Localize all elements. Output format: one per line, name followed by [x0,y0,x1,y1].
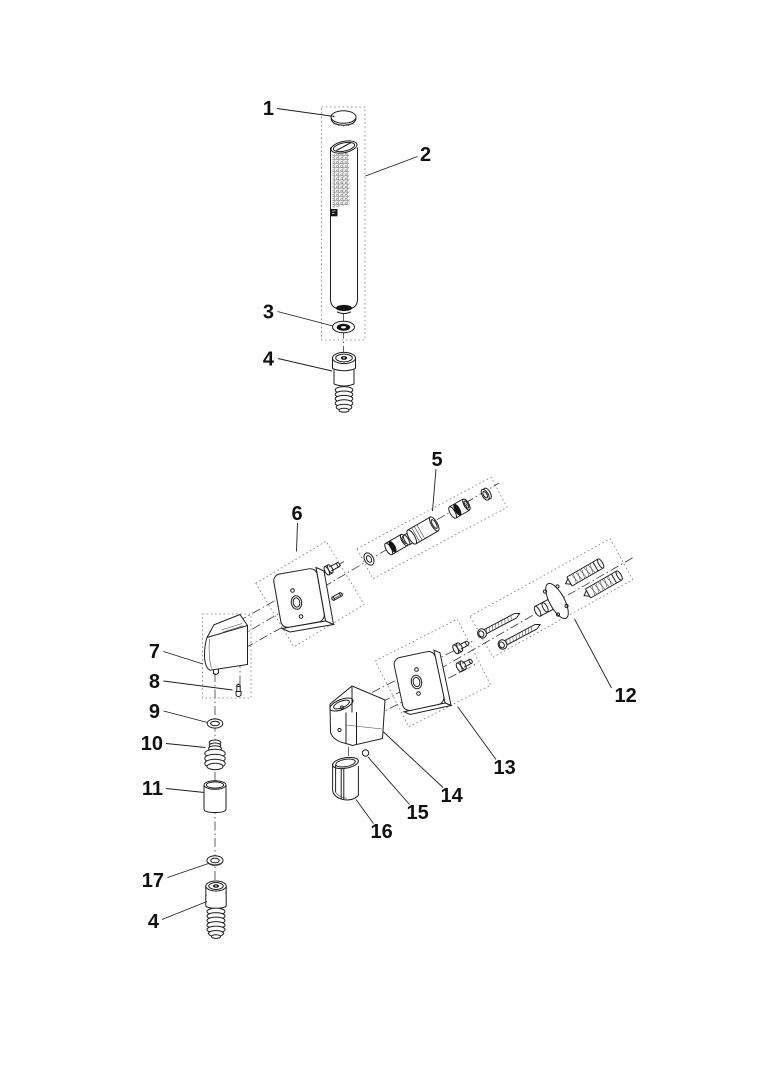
callout-3: 3 [262,301,274,324]
leader-2 [366,157,418,177]
callout-14: 14 [440,785,463,807]
callout-4-bottom: 4 [147,911,159,933]
part-15-pin [362,750,368,756]
callout-6: 6 [291,503,303,525]
callout-12: 12 [614,685,637,707]
callout-5: 5 [431,449,443,471]
part-2-handshower [330,139,358,314]
part-3-seal [333,321,355,332]
part-4-connector-top [333,352,356,412]
leader-3 [278,312,334,327]
part-9-o-ring [207,719,223,728]
callout-17: 17 [141,870,164,892]
plate-screw [323,560,342,576]
cartridge-end-ring [480,487,493,502]
part-14-shower-holder [328,686,385,746]
spray-face [333,153,350,209]
cartridge-piece-b [401,516,441,548]
part-6-escutcheon [273,560,343,632]
leader-16 [356,800,374,824]
part-4-connector-bottom [206,881,227,938]
cartridge-o-ring [362,551,376,567]
part-13-escutcheon-2 [393,638,474,714]
plate-screw [452,638,471,654]
part-17-washer [207,856,223,866]
part-1-cap [331,111,356,127]
callout-11: 11 [141,778,163,800]
leader-17 [168,864,209,878]
part-16-clamp-insert [332,756,359,801]
part-12-mounting-kit [476,558,624,651]
callout-4-top: 4 [262,348,274,371]
guide-boxes [203,107,633,727]
leader-4-top [278,359,332,372]
leader-7 [164,652,204,665]
brand-label [331,209,338,216]
part-10-check-valve [204,740,226,770]
leader-9 [164,711,208,723]
callout-8: 8 [148,671,160,693]
leader-6 [297,523,298,552]
leader-10 [166,744,206,748]
callout-9: 9 [148,701,160,723]
leader-13 [458,707,497,760]
callout-1: 1 [262,98,274,120]
leader-12 [575,619,612,688]
leader-14 [383,732,443,788]
leader-5 [433,469,437,511]
leader-8 [164,681,233,690]
leader-lines [162,109,612,920]
leader-11 [166,789,205,793]
callout-2: 2 [420,144,432,166]
leader-4-bottom [162,902,207,920]
leader-15 [368,757,410,805]
callout-7: 7 [148,641,160,663]
part-8-set-screw [236,684,241,697]
part-5-cartridge [362,487,493,567]
part-11-sleeve [204,781,226,813]
callout-13: 13 [493,757,516,779]
callout-16: 16 [370,821,393,843]
callout-15: 15 [406,802,429,824]
part-7-outlet-elbow [205,615,248,675]
leader-1 [277,109,335,117]
callout-10: 10 [140,733,163,755]
